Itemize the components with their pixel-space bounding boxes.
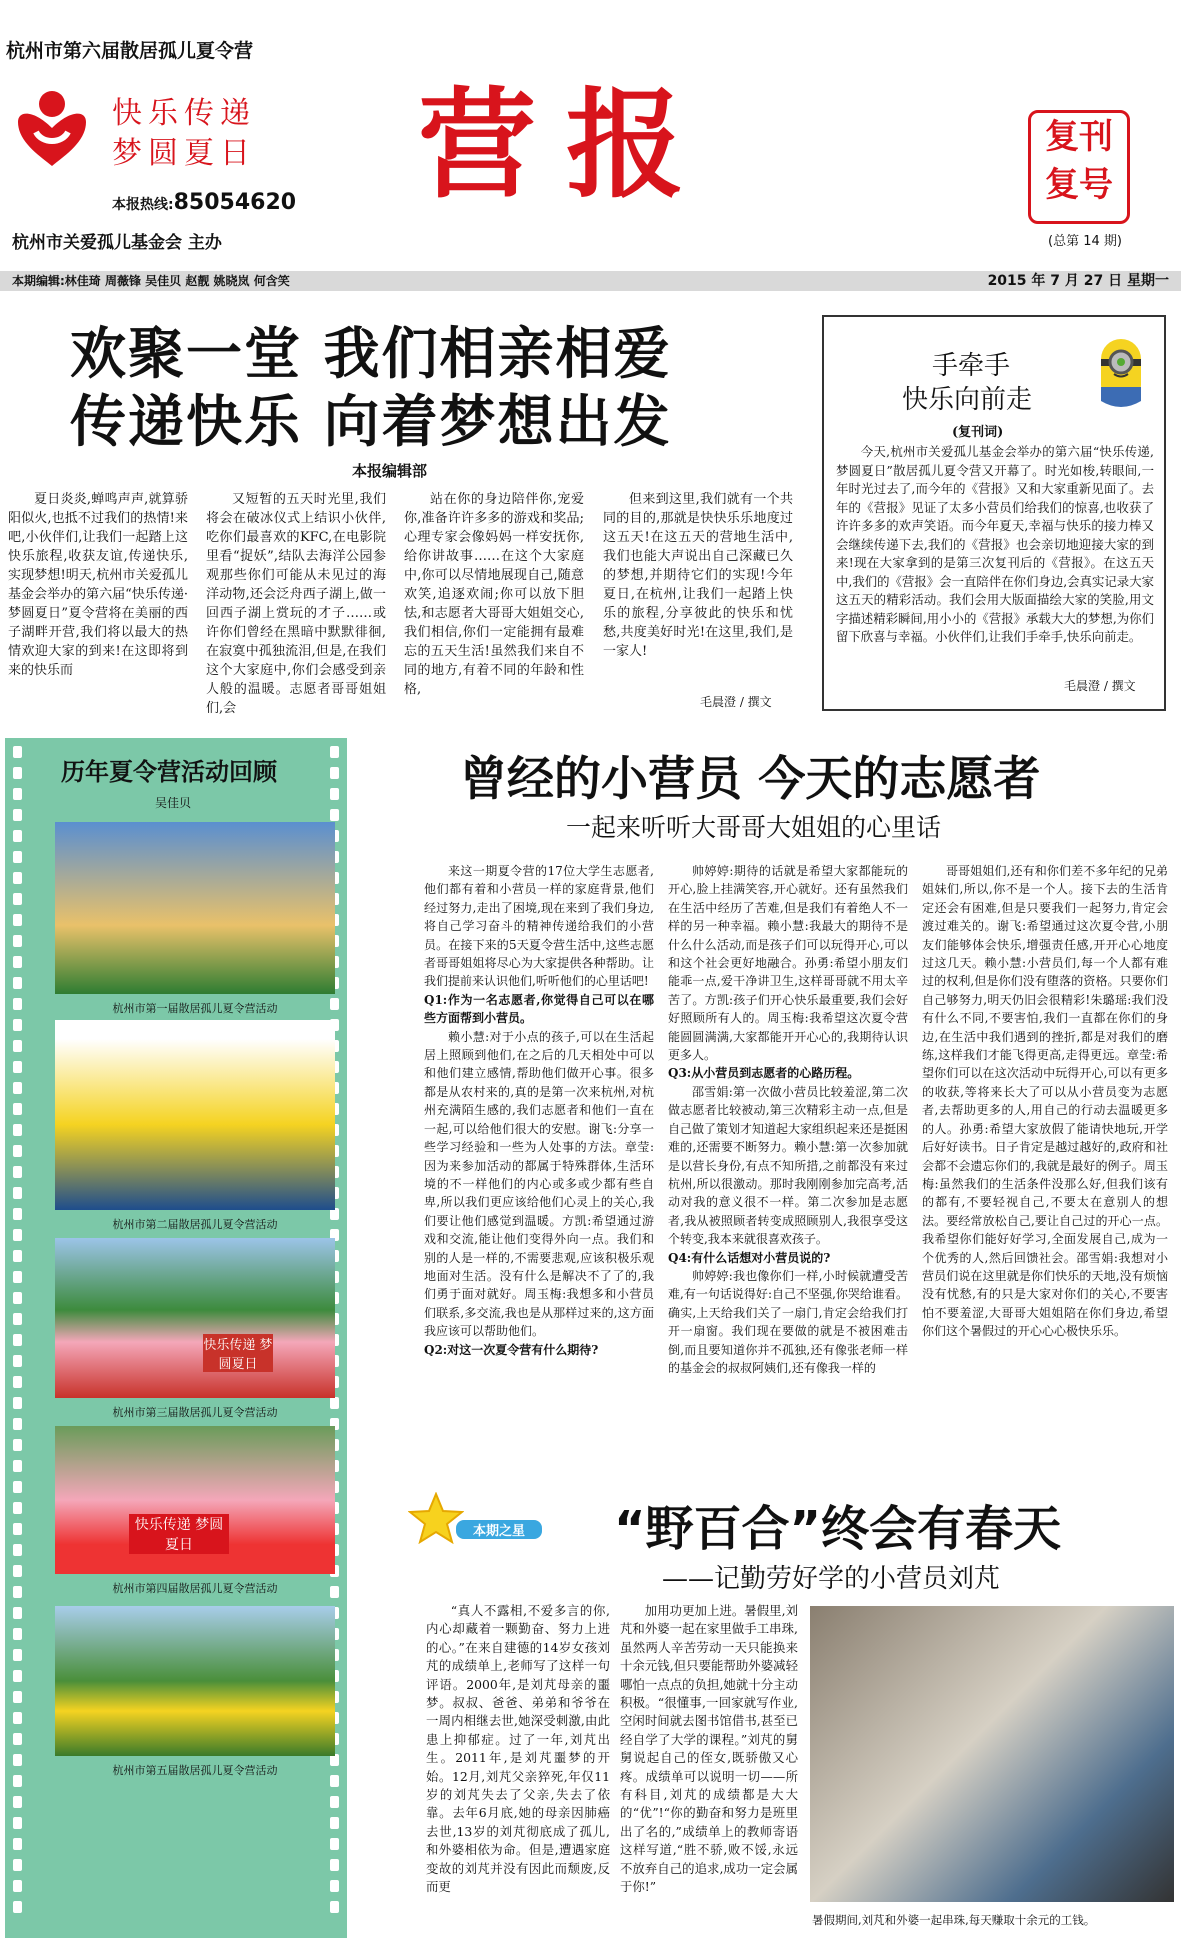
- review-film-strip: [5, 738, 347, 1938]
- editors: 本期编辑:林佳琦 周薇锋 吴佳贝 赵靓 姚晓岚 何含笑: [12, 274, 290, 288]
- lead-text-4: 但来到这里,我们就有一个共同的目的,那就是快快乐乐地度过这五天!在这五天的营地生活中,我们也能大声说出自己深藏已久的梦想,并期待它们的实现!今年夏日,在杭州,让我们一起踏上快乐的旅程,分享彼此的快乐和忧愁,共度美好时光!在这里,我们,是一家人!: [603, 492, 793, 659]
- star-label: 本期之星: [456, 1520, 542, 1539]
- answer-1: 赖小慧:对于小点的孩子,可以在生活起居上照顾到他们,在之后的几天相处中可以和他们建立感情,帮助他们做开心事。很多都是从农村来的,真的是第一次来杭州,对杭州充满陌生感的,我们志愿者和他们一直在一起,可以给他们很大的安慰。谢飞:分享一些学习经验和一些为人处事的方法。章莹:因为来参加活动的都属于特殊群体,生活环境的不一样他们的内心或多或少都有些自卑,所以我们更应该给他们心灵上的关心,我们要让他们感觉到温暖。方凯:希望通过游戏和交流,能让他们变得外向一点。我们和别的人是一样的,不需要悲观,应该积极乐观地面对生活。没有什么是解决不了了的,我们勇于面对就好。周玉梅:我想多和小营员们联系,多交流,我也是从那样过来的,这方面我应该可以帮助他们。: [424, 1029, 654, 1339]
- photo-caption-5: 杭州市第五届散居孤儿夏令营活动: [112, 1764, 278, 1777]
- question-2: Q2:对这一次夏令营有什么期待?: [424, 1342, 599, 1357]
- volunteers-headline: 曾经的小营员 今天的志愿者: [460, 752, 1041, 807]
- lead-col-1: [8, 490, 188, 714]
- issue-date: 2015 年 7 月 27 日 星期一: [987, 273, 1169, 289]
- film-sprocket-hole: [13, 788, 22, 800]
- film-sprocket-hole: [13, 1628, 22, 1640]
- film-sprocket-hole: [330, 1859, 339, 1871]
- film-sprocket-hole: [13, 1418, 22, 1430]
- film-sprocket-hole: [13, 1061, 22, 1073]
- stamp-line2: 复号: [1045, 165, 1113, 205]
- paper-title: 营报: [418, 75, 715, 214]
- lily-col-1: [426, 1602, 610, 1940]
- lead-headline-2: 传递快乐 向着梦想出发: [70, 390, 672, 455]
- film-sprocket-hole: [330, 1817, 339, 1829]
- film-sprocket-hole: [13, 809, 22, 821]
- film-sprocket-hole: [13, 1880, 22, 1892]
- film-sprocket-hole: [330, 746, 339, 758]
- film-sprocket-hole: [13, 1313, 22, 1325]
- film-sprocket-hole: [13, 872, 22, 884]
- lead-col-4: [603, 490, 793, 686]
- film-sprocket-hole: [330, 1880, 339, 1892]
- lead-col-3: [404, 490, 584, 714]
- box-subtitle: (复刊词): [952, 425, 1004, 440]
- lead-headline-1: 欢聚一堂 我们相亲相爱: [70, 322, 672, 387]
- stamp-line1: 复刊: [1045, 117, 1113, 157]
- film-sprocket-hole: [330, 1796, 339, 1808]
- answer-2: 帅婷婷:期待的话就是希望大家都能玩的开心,脸上挂满笑容,开心就好。还有虽然我们在生活中经历了苦难,但是我们有着绝人不一样的另一种幸福。赖小慧:我最大的期待不是什么什么活动,而是孩子们可以玩得开心,可以和这个社会更好地融合。孙勇:希望小朋友们能乖一点,爱干净讲卫生,这样哥哥就不用太辛苦了。方凯:孩子们开心快乐最重要,我们会好好照顾所有人的。周玉梅:我希望这次夏令营能圆圆满满,大家都能开开心心的,我期待认识更多人。: [668, 864, 908, 1063]
- review-title: 历年夏令营活动回顾: [61, 757, 277, 786]
- lily-headline: “野百合”终会有春天: [614, 1501, 1062, 1557]
- film-sprocket-hole: [13, 1124, 22, 1136]
- slogan-line2: 梦圆夏日: [112, 136, 256, 171]
- film-sprocket-hole: [13, 1250, 22, 1262]
- volunteers-intro: 来这一期夏令营的17位大学生志愿者,他们都有着和小营员一样的家庭背景,他们经过努力,走出了困境,现在来到了我们身边,将自己学习奋斗的精神传递给我们的小营员。在接下来的5天夏令营生活中,这些志愿者哥哥姐姐将尽心为大家提供各种帮助。让我们提前来认识他们,听听他们的心里话吧!: [424, 864, 654, 989]
- lead-byline: 本报编辑部: [352, 462, 428, 480]
- film-sprocket-hole: [13, 1019, 22, 1031]
- film-sprocket-hole: [13, 851, 22, 863]
- box-title-2: 快乐向前走: [902, 385, 1033, 415]
- film-sprocket-hole: [13, 1544, 22, 1556]
- camp-photo-4: [55, 1426, 335, 1574]
- film-sprocket-hole: [330, 809, 339, 821]
- film-sprocket-hole: [13, 1565, 22, 1577]
- hotline: [112, 190, 296, 215]
- grandmother-photo: [810, 1606, 1174, 1902]
- film-sprocket-hole: [13, 1670, 22, 1682]
- film-sprocket-hole: [330, 1838, 339, 1850]
- lead-text-3: 站在你的身边陪伴你,宠爱你,准备许许多多的游戏和奖品;心理专家会像妈妈一样安抚你,给你讲故事……在这个大家庭中,你可以尽情地展现自己,随意欢笑,追逐欢闹;你可以放下胆怯,和志愿者大哥哥大姐姐交心,我们相信,你们一定能拥有最难忘的五天生活!虽然我们来自不同的地方,有着不同的年龄和性格,: [404, 492, 584, 697]
- lead-text-2: 又短暂的五天时光里,我们将会在破冰仪式上结识小伙伴,吃你们最喜欢的KFC,在电影院里看“捉妖”,结队去海洋公园参观那些你们可能从未见过的海洋动物,还会泛舟西子湖上,做一回西子湖上赏玩的才子……或许你们曾经在黑暗中默默徘徊,在寂寞中孤独流泪,但是,在我们这个大家庭中,你们会感受到亲人般的温暖。志愿者哥哥姐姐们,会: [206, 492, 386, 714]
- film-sprocket-hole: [13, 1187, 22, 1199]
- lily-text-2: 加用功更加上进。暑假里,刘芃和外婆一起在家里做手工串珠,虽然两人辛苦劳动一天只能换来十余元钱,但只要能帮助外婆减轻哪怕一点点的负担,她就十分主动积极。“很懂事,一回家就写作业,空闲时间就去图书馆借书,甚至已经自学了大学的课程。”刘芃的舅舅说起自己的侄女,既骄傲又心疼。成绩单可以说明一切——所有科目,刘芃的成绩都是大大的“优”!“你的勤奋和努力是班里出了名的,”成绩单上的教师寄语这样写道,“胜不骄,败不馁,永远不放弃自己的追求,成功一定会属于你!”: [620, 1603, 798, 1895]
- box-title-1: 手牵手: [932, 351, 1011, 381]
- film-sprocket-hole: [13, 1376, 22, 1388]
- event-title: 杭州市第六届散居孤儿夏令营: [6, 40, 254, 62]
- film-sprocket-hole: [13, 1103, 22, 1115]
- hotline-label: 本报热线:: [112, 197, 174, 213]
- film-sprocket-hole: [330, 767, 339, 779]
- box-body: [836, 443, 1154, 669]
- film-sprocket-hole: [13, 1901, 22, 1913]
- photo-caption-1: 杭州市第一届散居孤儿夏令营活动: [112, 1002, 278, 1015]
- film-sprocket-hole: [13, 1796, 22, 1808]
- organizer: 杭州市关爱孤儿基金会 主办: [12, 233, 222, 253]
- film-sprocket-hole: [13, 767, 22, 779]
- film-sprocket-hole: [13, 1523, 22, 1535]
- photo-caption-lily: 暑假期间,刘芃和外婆一起串珠,每天赚取十余元的工钱。: [812, 1913, 1096, 1927]
- film-sprocket-hole: [13, 1838, 22, 1850]
- film-sprocket-hole: [13, 998, 22, 1010]
- film-sprocket-hole: [13, 935, 22, 947]
- film-sprocket-hole: [13, 893, 22, 905]
- editor-bar: [0, 271, 1181, 291]
- camp-photo-1: [55, 822, 335, 994]
- film-sprocket-hole: [13, 1691, 22, 1703]
- question-1: Q1:作为一名志愿者,你觉得自己可以在哪些方面帮到小营员。: [424, 992, 654, 1026]
- film-sprocket-hole: [13, 1040, 22, 1052]
- film-sprocket-hole: [13, 1502, 22, 1514]
- film-sprocket-hole: [13, 1733, 22, 1745]
- photo-caption-3: 杭州市第三届散居孤儿夏令营活动: [112, 1406, 278, 1419]
- answer-3: 邵雪娟:第一次做小营员比较羞涩,第二次做志愿者比较被动,第三次精彩主动一点,但是自己做了策划才知道起大家组织起来还是挺困难的,还需要不断努力。赖小慧:第一次参加就是以营长身份,有点不知所措,之前都没有来过杭州,所以很激动。那时我刚刚参加完高考,活动对我的意义很不一样。第二次参加是志愿者,我从被照顾者转变成照顾别人,我很享受这个转变,我本来就很喜欢孩子。: [668, 1084, 908, 1247]
- camp-photo-3: [55, 1238, 335, 1398]
- review-author: 吴佳贝: [155, 796, 192, 810]
- film-sprocket-hole: [13, 1586, 22, 1598]
- lily-text-1: “真人不露相,不爱多言的你,内心却藏着一颗勤奋、努力上进的心。”在来自建德的14岁女孩刘芃的成绩单上,老师写了这样一句评语。2000年,是刘芃母亲的噩梦。叔叔、爸爸、弟弟和爷爷在一周内相继去世,她深受刺激,由此患上抑郁症。过了一年,刘芃出生。2011年,是刘芃噩梦的开始。12月,刘芃父亲猝死,年仅11岁的刘芃失去了父亲,失去了依靠。去年6月底,她的母亲因肺癌去世,13岁的刘芃彻底成了孤儿,和外婆相依为命。但是,遭遇家庭变故的刘芃并没有因此而颓废,反而更: [426, 1603, 610, 1895]
- lead-col-2: [206, 490, 386, 714]
- issue-total: (总第 14 期): [1048, 234, 1122, 249]
- camp-photo-5: [55, 1606, 335, 1756]
- film-sprocket-hole: [13, 1208, 22, 1220]
- film-sprocket-hole: [13, 1082, 22, 1094]
- banner-text-3: 快乐传递 梦圆夏日: [203, 1334, 273, 1372]
- box-signature: 毛晨澄 / 撰文: [1064, 679, 1136, 693]
- film-sprocket-hole: [13, 1397, 22, 1409]
- film-sprocket-hole: [13, 1439, 22, 1451]
- film-sprocket-hole: [330, 788, 339, 800]
- film-sprocket-hole: [13, 1292, 22, 1304]
- film-sprocket-hole: [13, 1166, 22, 1178]
- volunteers-subhead: 一起来听听大哥哥大姐姐的心里话: [566, 813, 942, 842]
- film-sprocket-hole: [13, 1229, 22, 1241]
- heart-logo-icon: [12, 88, 92, 168]
- question-4: Q4:有什么话想对小营员说的?: [668, 1250, 831, 1265]
- banner-text-4: 快乐传递 梦圆夏日: [129, 1514, 229, 1554]
- minion-mascot-icon: [1086, 329, 1156, 419]
- film-sprocket-hole: [13, 830, 22, 842]
- film-sprocket-hole: [13, 1859, 22, 1871]
- film-sprocket-hole: [13, 1817, 22, 1829]
- reissue-box: [822, 315, 1166, 711]
- lily-col-2: [620, 1602, 798, 1940]
- camp-photo-2: [55, 1020, 335, 1210]
- film-sprocket-hole: [13, 1607, 22, 1619]
- question-3: Q3:从小营员到志愿者的心路历程。: [668, 1066, 860, 1081]
- photo-caption-2: 杭州市第二届散居孤儿夏令营活动: [112, 1218, 278, 1231]
- film-sprocket-hole: [13, 1712, 22, 1724]
- film-sprocket-hole: [13, 1481, 22, 1493]
- reissue-stamp: [1028, 110, 1130, 224]
- lead-text-1: 夏日炎炎,蝉鸣声声,就算骄阳似火,也抵不过我们的热情!来吧,小伙伴们,让我们一起踏上这快乐旅程,收获友谊,传递快乐,实现梦想!明天,杭州市关爱孤儿基金会举办的第六届“快乐传递·梦圆夏日”夏令营将在美丽的西子湖畔开营,我们将以最大的热情欢迎大家的到来!在这即将到来的快乐而: [8, 492, 188, 678]
- lead-signature: 毛晨澄 / 撰文: [700, 695, 772, 709]
- film-sprocket-hole: [13, 1355, 22, 1367]
- lily-section: [400, 1480, 1181, 1945]
- film-sprocket-hole: [13, 1649, 22, 1661]
- film-sprocket-hole: [13, 977, 22, 989]
- film-sprocket-hole: [13, 1334, 22, 1346]
- slogan-line1: 快乐传递: [112, 96, 256, 131]
- photo-caption-4: 杭州市第四届散居孤儿夏令营活动: [112, 1582, 278, 1595]
- film-sprocket-hole: [13, 1460, 22, 1472]
- film-sprocket-hole: [13, 746, 22, 758]
- film-sprocket-hole: [13, 914, 22, 926]
- film-sprocket-hole: [330, 1901, 339, 1913]
- box-body-text: 今天,杭州市关爱孤儿基金会举办的第六届“快乐传递,梦圆夏日”散居孤儿夏令营又开幕了。时光如梭,转眼间,一年时光过去了,而今年的《营报》又和大家重新见面了。去年的《营报》见证了太多小营员们给我们的惊喜,也收获了许许多多的欢声笑语。而今年夏天,幸福与快乐的接力棒又会继续传递下去,我们的《营报》也会亲切地迎接大家的到来!现在大家拿到的是第三次复刊后的《营报》。在这五天中,我们的《营报》会一直陪伴在你们身边,会真实记录大家这五天的精彩活动。我们会用大版面描绘大家的笑脸,用文字描述精彩瞬间,用小小的《营报》承载大大的梦想,为你们留下欣喜与幸福。小伙伴们,让我们手牵手,快乐向前走。: [836, 444, 1154, 644]
- film-sprocket-hole: [13, 1145, 22, 1157]
- star-icon: [408, 1492, 464, 1544]
- film-sprocket-hole: [13, 1754, 22, 1766]
- film-sprocket-hole: [13, 1271, 22, 1283]
- film-sprocket-hole: [13, 1775, 22, 1787]
- film-sprocket-hole: [13, 956, 22, 968]
- answer-4-continued: 哥哥姐姐们,还有和你们差不多年纪的兄弟姐妹们,所以,你不是一个人。接下去的生活肯定还会有困难,但是只要我们一起努力,肯定会渡过难关的。谢飞:希望通过这次夏令营,小朋友们能够体会快乐,增强责任感,开开心心地度过这几天。赖小慧:小营员们,每一个人都有难过的权利,但是你们没有堕落的资格。只要你们自己够努力,明天仍旧会很精彩!朱璐瑶:我们没有什么不同,不要害怕,我们一直都在你们的身边,在生活中我们遇到的挫折,都是对我们的磨练,这样我们才能飞得更高,走得更远。章莹:希望你们可以在这次活动中玩得开心,可以有更多的收获,等将来长大了可以从小营员变为志愿者,去帮助更多的人,用自己的行动去温暖更多的人。孙勇:希望大家放假了能请快地玩,开学后好好读书。日子肯定是越过越好的,政府和社会都不会遗忘你们的,我就是最好的例子。周玉梅:虽然我们的生活条件没那么好,但我们该有的都有,不要轻视自己,不要太在意别人的想法。要经常放松自己,要让自己过的开心一点。我希望你们能好好学习,全面发展自己,成为一个优秀的人,然后回馈社会。邵雪娟:我想对小营员们说在这里就是你们快乐的天地,没有烦恼没有忧愁,有的只是大家对你们的关心,不要害怕不要羞涩,大哥哥大姐姐陪在你们身边,希望你们这个暑假过的开心心心极快乐乐。: [922, 864, 1168, 1339]
- hotline-number: 85054620: [173, 190, 297, 215]
- answer-4: 帅婷婷:我也像你们一样,小时候就遭受苦难,有一句话说得好:自己不坚强,你哭给谁看。确实,上天给我们关了一扇门,肯定会给我们打开一扇窗。我们现在要做的就是不被困难击倒,而且要知道你并不孤独,还有像张老师一样的基金会的叔叔阿姨们,还有像我一样的: [668, 1268, 908, 1375]
- lily-subhead: ——记勤劳好学的小营员刘芃: [662, 1564, 1001, 1594]
